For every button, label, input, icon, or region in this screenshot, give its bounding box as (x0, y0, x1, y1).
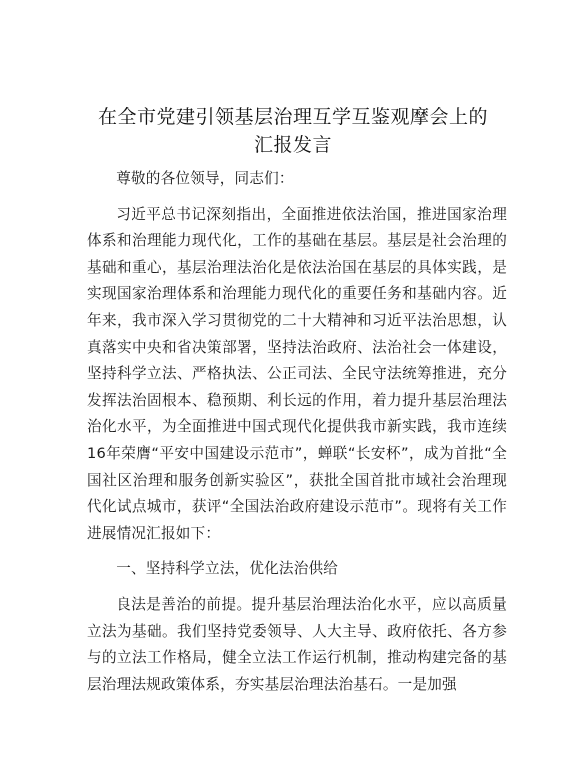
document-body (87, 166, 507, 698)
section-heading-1: 一、坚持科学立法，优化法治供给 (116, 560, 339, 578)
title-line-2: 汇报发言 (253, 134, 332, 156)
paragraph-gap (87, 547, 507, 556)
paragraph-2: 良法是善治的前提。提升基层治理法治化水平，应以高质量立法为基础。我们坚持党委领导、人大主导、政府依托、各方参与的立法工作格局，健全立法工作运行机制，推动构建完备的基层治理法规政策体系，夯实基层治理法治基石。一是加强 (87, 595, 507, 693)
greeting: 尊敬的各位领导，同志们： (116, 170, 294, 187)
document-title (40, 103, 546, 159)
title-line-1: 在全市党建引领基层治理互学互鉴观摩会上的 (97, 106, 488, 128)
paragraph-1: 习近平总书记深刻指出，全面推进依法治国，推进国家治理体系和治理能力现代化，工作的基础在基层。基层是社会治理的基础和重心，基层治理法治化是依法治国在基层的具体实践，是实现国家治理体系和治理能力现代化的重要任务和基础内容。近年来，我市深入学习贯彻党的二十大精神和习近平法治思想，认真落实中央和省决策部署，坚持法治政府、法治社会一体建设，坚持科学立法、严格执法、公正司法、全民守法统筹推进，充分发挥法治固根本、稳预期、利长远的作用，着力提升基层治理法治化水平，为全面推进中国式现代化提供我市新实践，我市连续16年荣膺“平安中国建设示范市”，蝉联“长安杯”，成为首批“全国社区治理和服务创新实验区”，获批全国首批市域社会治理现代化试点城市，获评“全国法治政府建设示范市”。现将有关工作进展情况汇报如下： (87, 205, 507, 542)
